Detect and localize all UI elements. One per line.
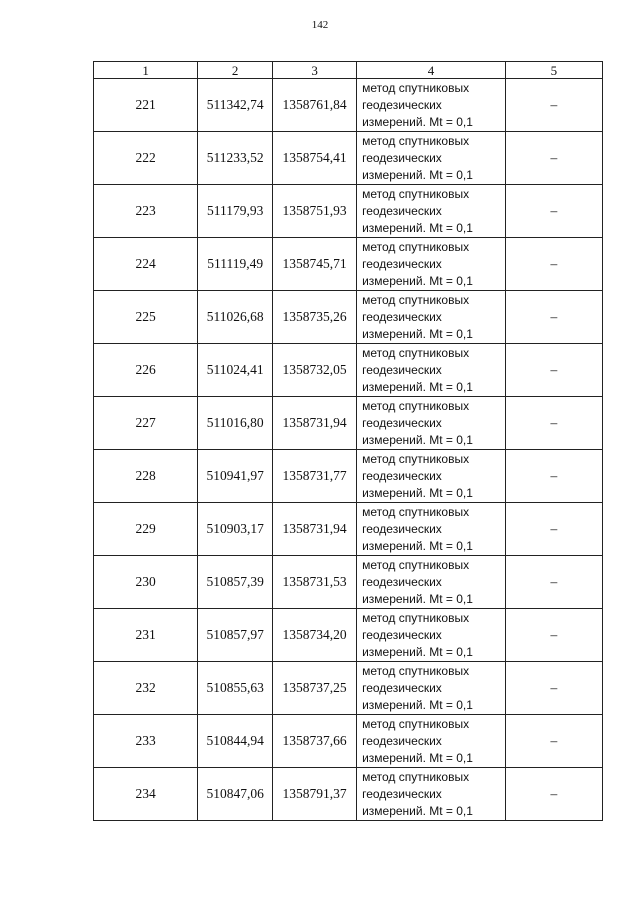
note-cell: – xyxy=(505,768,602,821)
method-cell xyxy=(357,397,506,450)
method-cell xyxy=(357,238,506,291)
note-cell: – xyxy=(505,450,602,503)
table-row xyxy=(94,79,603,132)
method-line: измерений. Mt = 0,1 xyxy=(362,432,473,447)
method-line: измерений. Mt = 0,1 xyxy=(362,697,473,712)
point-number-cell: 225 xyxy=(94,291,198,344)
method-line: метод спутниковых xyxy=(362,345,470,360)
method-line: метод спутниковых xyxy=(362,716,470,731)
method-line: метод спутниковых xyxy=(362,186,470,201)
method-line: геодезических xyxy=(362,362,442,377)
y-coordinate-cell: 1358737,66 xyxy=(273,715,357,768)
method-cell xyxy=(357,344,506,397)
method-line: измерений. Mt = 0,1 xyxy=(362,591,473,606)
method-line: измерений. Mt = 0,1 xyxy=(362,379,473,394)
method-line: измерений. Mt = 0,1 xyxy=(362,326,473,341)
table-header-row xyxy=(94,62,603,79)
x-coordinate-cell: 510855,63 xyxy=(198,662,273,715)
method-line: измерений. Mt = 0,1 xyxy=(362,485,473,500)
y-coordinate-cell: 1358735,26 xyxy=(273,291,357,344)
method-line: измерений. Mt = 0,1 xyxy=(362,644,473,659)
table-row xyxy=(94,344,603,397)
method-line: геодезических xyxy=(362,680,442,695)
method-line: геодезических xyxy=(362,150,442,165)
point-number-cell: 230 xyxy=(94,556,198,609)
method-cell xyxy=(357,556,506,609)
method-cell xyxy=(357,768,506,821)
method-cell xyxy=(357,185,506,238)
x-coordinate-cell: 511233,52 xyxy=(198,132,273,185)
x-coordinate-cell: 510847,06 xyxy=(198,768,273,821)
method-line: геодезических xyxy=(362,415,442,430)
method-line: геодезических xyxy=(362,786,442,801)
point-number-cell: 226 xyxy=(94,344,198,397)
note-cell: – xyxy=(505,662,602,715)
point-number-cell: 233 xyxy=(94,715,198,768)
note-cell: – xyxy=(505,132,602,185)
table-row xyxy=(94,397,603,450)
method-line: геодезических xyxy=(362,627,442,642)
y-coordinate-cell: 1358734,20 xyxy=(273,609,357,662)
method-line: метод спутниковых xyxy=(362,504,470,519)
point-number-cell: 228 xyxy=(94,450,198,503)
note-cell: – xyxy=(505,503,602,556)
method-cell xyxy=(357,79,506,132)
table-row xyxy=(94,715,603,768)
method-line: измерений. Mt = 0,1 xyxy=(362,167,473,182)
method-cell xyxy=(357,609,506,662)
point-number-cell: 222 xyxy=(94,132,198,185)
y-coordinate-cell: 1358745,71 xyxy=(273,238,357,291)
x-coordinate-cell: 510903,17 xyxy=(198,503,273,556)
x-coordinate-cell: 511024,41 xyxy=(198,344,273,397)
method-line: метод спутниковых xyxy=(362,133,470,148)
table-row xyxy=(94,768,603,821)
method-line: геодезических xyxy=(362,203,442,218)
header-cell-3: 3 xyxy=(273,62,357,79)
y-coordinate-cell: 1358754,41 xyxy=(273,132,357,185)
note-cell: – xyxy=(505,397,602,450)
table-row xyxy=(94,556,603,609)
method-line: метод спутниковых xyxy=(362,239,470,254)
y-coordinate-cell: 1358791,37 xyxy=(273,768,357,821)
y-coordinate-cell: 1358731,53 xyxy=(273,556,357,609)
x-coordinate-cell: 510941,97 xyxy=(198,450,273,503)
point-number-cell: 227 xyxy=(94,397,198,450)
method-line: метод спутниковых xyxy=(362,610,470,625)
table-row xyxy=(94,450,603,503)
table-row xyxy=(94,132,603,185)
method-line: измерений. Mt = 0,1 xyxy=(362,538,473,553)
method-line: метод спутниковых xyxy=(362,557,470,572)
coordinates-table xyxy=(93,61,603,821)
note-cell: – xyxy=(505,609,602,662)
method-line: метод спутниковых xyxy=(362,398,470,413)
method-line: геодезических xyxy=(362,468,442,483)
method-cell xyxy=(357,291,506,344)
x-coordinate-cell: 510857,97 xyxy=(198,609,273,662)
y-coordinate-cell: 1358751,93 xyxy=(273,185,357,238)
y-coordinate-cell: 1358731,94 xyxy=(273,503,357,556)
method-line: метод спутниковых xyxy=(362,292,470,307)
point-number-cell: 229 xyxy=(94,503,198,556)
x-coordinate-cell: 511119,49 xyxy=(198,238,273,291)
method-line: измерений. Mt = 0,1 xyxy=(362,114,473,129)
method-line: геодезических xyxy=(362,521,442,536)
method-line: метод спутниковых xyxy=(362,663,470,678)
method-cell xyxy=(357,450,506,503)
method-line: измерений. Mt = 0,1 xyxy=(362,750,473,765)
point-number-cell: 223 xyxy=(94,185,198,238)
point-number-cell: 232 xyxy=(94,662,198,715)
table-row xyxy=(94,185,603,238)
note-cell: – xyxy=(505,238,602,291)
method-cell xyxy=(357,662,506,715)
header-cell-1: 1 xyxy=(94,62,198,79)
method-line: геодезических xyxy=(362,309,442,324)
method-line: геодезических xyxy=(362,256,442,271)
note-cell: – xyxy=(505,185,602,238)
method-line: геодезических xyxy=(362,97,442,112)
table-row xyxy=(94,503,603,556)
y-coordinate-cell: 1358731,94 xyxy=(273,397,357,450)
header-cell-5: 5 xyxy=(505,62,602,79)
method-line: измерений. Mt = 0,1 xyxy=(362,273,473,288)
x-coordinate-cell: 511179,93 xyxy=(198,185,273,238)
x-coordinate-cell: 511342,74 xyxy=(198,79,273,132)
x-coordinate-cell: 510844,94 xyxy=(198,715,273,768)
method-line: измерений. Mt = 0,1 xyxy=(362,220,473,235)
method-cell xyxy=(357,132,506,185)
method-line: метод спутниковых xyxy=(362,80,470,95)
y-coordinate-cell: 1358737,25 xyxy=(273,662,357,715)
note-cell: – xyxy=(505,556,602,609)
table-row xyxy=(94,609,603,662)
table-row xyxy=(94,291,603,344)
point-number-cell: 231 xyxy=(94,609,198,662)
method-line: геодезических xyxy=(362,733,442,748)
x-coordinate-cell: 511016,80 xyxy=(198,397,273,450)
method-line: метод спутниковых xyxy=(362,769,470,784)
point-number-cell: 221 xyxy=(94,79,198,132)
point-number-cell: 234 xyxy=(94,768,198,821)
header-cell-2: 2 xyxy=(198,62,273,79)
table-row xyxy=(94,662,603,715)
y-coordinate-cell: 1358731,77 xyxy=(273,450,357,503)
page-number: 142 xyxy=(311,19,329,31)
x-coordinate-cell: 510857,39 xyxy=(198,556,273,609)
point-number-cell: 224 xyxy=(94,238,198,291)
note-cell: – xyxy=(505,79,602,132)
note-cell: – xyxy=(505,715,602,768)
method-line: геодезических xyxy=(362,574,442,589)
header-cell-4: 4 xyxy=(357,62,506,79)
y-coordinate-cell: 1358732,05 xyxy=(273,344,357,397)
note-cell: – xyxy=(505,344,602,397)
method-line: измерений. Mt = 0,1 xyxy=(362,803,473,818)
method-line: метод спутниковых xyxy=(362,451,470,466)
x-coordinate-cell: 511026,68 xyxy=(198,291,273,344)
note-cell: – xyxy=(505,291,602,344)
y-coordinate-cell: 1358761,84 xyxy=(273,79,357,132)
table-row xyxy=(94,238,603,291)
method-cell xyxy=(357,503,506,556)
method-cell xyxy=(357,715,506,768)
